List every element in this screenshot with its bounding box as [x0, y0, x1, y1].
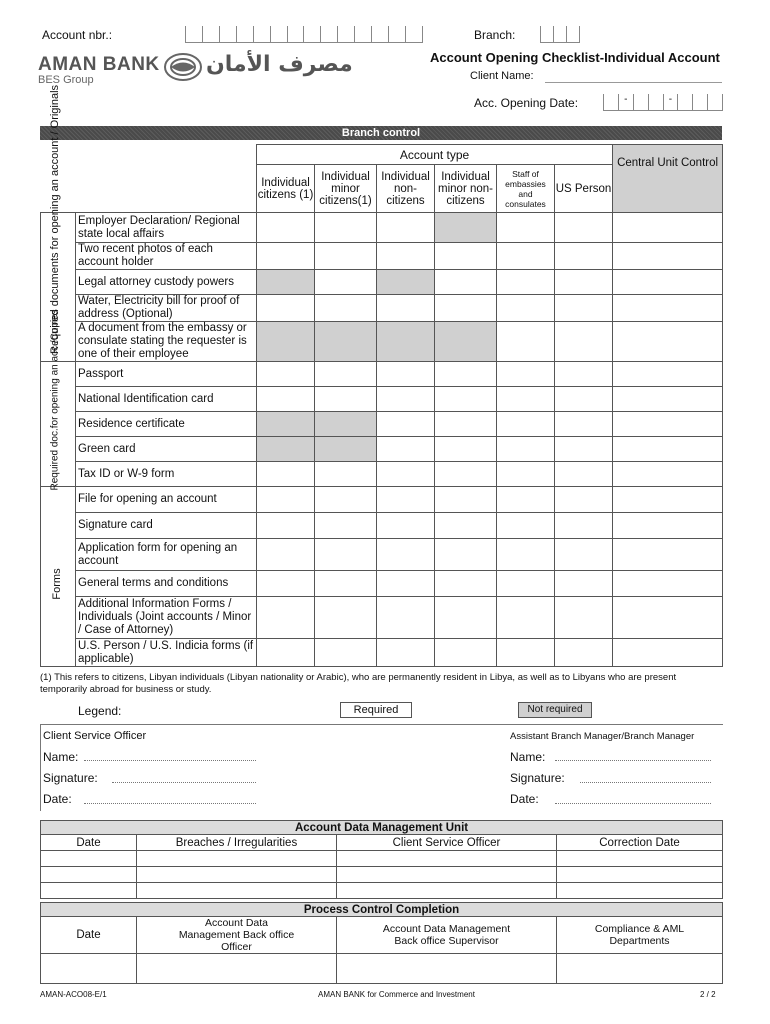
checklist-item-label: General terms and conditions [76, 571, 257, 597]
checklist-cell-not-required [315, 412, 377, 437]
checklist-cell-not-required [315, 322, 377, 362]
checklist-cell[interactable] [315, 295, 377, 322]
checklist-cell[interactable] [497, 437, 555, 462]
checklist-cell[interactable] [555, 213, 613, 243]
checklist-cell[interactable] [377, 571, 435, 597]
checklist-cell[interactable] [257, 243, 315, 270]
checklist-item-label: Residence certificate [76, 412, 257, 437]
checklist-cell-not-required [377, 270, 435, 295]
checklist-cell[interactable] [613, 295, 723, 322]
checklist-cell-not-required [435, 322, 497, 362]
dm-cell[interactable] [137, 883, 337, 899]
dm-col-breaches: Breaches / Irregularities [137, 835, 337, 851]
pc-col-date: Date [41, 917, 137, 954]
checklist-cell[interactable] [377, 243, 435, 270]
checklist-cell[interactable] [377, 412, 435, 437]
checklist-cell[interactable] [435, 412, 497, 437]
dm-col-date: Date [41, 835, 137, 851]
checklist-cell[interactable] [497, 270, 555, 295]
checklist-cell[interactable] [555, 295, 613, 322]
checklist-item-label: Passport [76, 362, 257, 387]
checklist-cell[interactable] [435, 362, 497, 387]
checklist-row [41, 513, 723, 539]
pc-cell[interactable] [337, 954, 557, 984]
branch-control-bar: Branch control [40, 126, 722, 140]
checklist-cell[interactable] [257, 571, 315, 597]
checklist-cell[interactable] [315, 513, 377, 539]
col-non-citizens: Individual non-citizens [377, 165, 435, 213]
footer-company: AMAN BANK for Commerce and Investment [318, 990, 475, 999]
checklist-cell[interactable] [613, 270, 723, 295]
checklist-item-label: Legal attorney custody powers [76, 270, 257, 295]
dm-cell[interactable] [557, 867, 723, 883]
checklist-item-label: Two recent photos of each account holder [76, 243, 257, 270]
checklist-item-label: Employer Declaration/ Regional state local affairs [76, 213, 257, 243]
acc-opening-date-label: Acc. Opening Date: [474, 96, 579, 110]
col-embassy-staff: Staff of embassies and consulates [497, 165, 555, 213]
cso-signature-field[interactable] [112, 782, 256, 783]
checklist-row [41, 295, 723, 322]
dm-cell[interactable] [557, 851, 723, 867]
checklist-cell[interactable] [377, 387, 435, 412]
checklist-cell[interactable] [555, 597, 613, 639]
bank-logo-name: AMAN BANK [38, 54, 160, 75]
dm-cell[interactable] [337, 851, 557, 867]
checklist-row [41, 571, 723, 597]
checklist-item-label: National Identification card [76, 387, 257, 412]
checklist-cell[interactable] [377, 539, 435, 571]
checklist-cell[interactable] [613, 322, 723, 362]
checklist-cell[interactable] [315, 462, 377, 487]
checklist-item-label: Tax ID or W-9 form [76, 462, 257, 487]
checklist-cell-not-required [315, 437, 377, 462]
checklist-cell[interactable] [497, 412, 555, 437]
dm-cell[interactable] [337, 867, 557, 883]
checklist-cell[interactable] [613, 639, 723, 667]
manager-signature-field[interactable] [580, 782, 711, 783]
pc-col-compliance: Compliance & AML Departments [557, 917, 723, 954]
checklist-cell[interactable] [497, 362, 555, 387]
checklist-cell[interactable] [613, 213, 723, 243]
checklist-cell[interactable] [555, 539, 613, 571]
checklist-cell[interactable] [555, 513, 613, 539]
checklist-cell[interactable] [613, 437, 723, 462]
checklist-cell[interactable] [497, 513, 555, 539]
checklist-cell[interactable] [497, 243, 555, 270]
branch-input[interactable] [540, 26, 580, 43]
dm-col-correction: Correction Date [557, 835, 723, 851]
checklist-cell[interactable] [257, 639, 315, 667]
cso-title: Client Service Officer [43, 730, 147, 742]
checklist-cell[interactable] [257, 487, 315, 513]
checklist-cell[interactable] [377, 487, 435, 513]
col-central-unit: Central Unit Control [613, 145, 723, 213]
checklist-cell[interactable] [613, 362, 723, 387]
checklist-cell[interactable] [315, 639, 377, 667]
checklist-cell-not-required [257, 270, 315, 295]
checklist-cell[interactable] [613, 412, 723, 437]
checklist-cell[interactable] [555, 412, 613, 437]
group-label-originals: Required documents for opening an account / Originals [49, 84, 61, 354]
checklist-cell[interactable] [555, 322, 613, 362]
footnote: (1) This refers to citizens, Libyan individuals (Libyan nationality or Arabic), who are permanently resident in Libya, as well as to Libyans who are present temporarily abroad for business or study. [40, 672, 677, 695]
dm-col-cso: Client Service Officer [337, 835, 557, 851]
checklist-cell[interactable] [435, 295, 497, 322]
pc-cell[interactable] [137, 954, 337, 984]
data-mgmt-title: Account Data Management Unit [41, 821, 723, 835]
pc-cell[interactable] [41, 954, 137, 984]
checklist-cell[interactable] [555, 462, 613, 487]
checklist-cell[interactable] [497, 213, 555, 243]
process-control-table [40, 902, 723, 984]
checklist-cell[interactable] [377, 597, 435, 639]
footer-page: 2 / 2 [700, 990, 716, 999]
bank-emblem-icon [163, 52, 203, 82]
checklist-item-label: Signature card [76, 513, 257, 539]
checklist-cell[interactable] [435, 387, 497, 412]
account-nbr-input[interactable] [185, 26, 423, 43]
checklist-cell[interactable] [613, 243, 723, 270]
checklist-cell[interactable] [613, 387, 723, 412]
checklist-cell[interactable] [435, 462, 497, 487]
checklist-cell[interactable] [257, 295, 315, 322]
client-name-label: Client Name: [470, 70, 534, 82]
checklist-cell[interactable] [435, 270, 497, 295]
checklist-cell[interactable] [257, 387, 315, 412]
checklist-cell[interactable] [377, 362, 435, 387]
checklist-row [41, 243, 723, 270]
checklist-cell[interactable] [497, 571, 555, 597]
checklist-cell[interactable] [315, 539, 377, 571]
checklist-cell[interactable] [315, 571, 377, 597]
manager-signature-label: Signature: [510, 771, 565, 785]
checklist-row [41, 270, 723, 295]
group-label-forms: Forms [51, 568, 63, 600]
checklist-cell[interactable] [555, 270, 613, 295]
manager-name-label: Name: [510, 750, 546, 764]
checklist-cell[interactable] [377, 437, 435, 462]
col-minor-non-citizens: Individual minor non-citizens [435, 165, 497, 213]
checklist-row [41, 322, 723, 362]
pc-cell[interactable] [557, 954, 723, 984]
manager-title: Assistant Branch Manager/Branch Manager [510, 731, 695, 742]
checklist-item-label: Water, Electricity bill for proof of address (Optional) [76, 295, 257, 322]
checklist-item-label: Application form for opening an account [76, 539, 257, 571]
checklist-cell[interactable] [377, 639, 435, 667]
dm-cell[interactable] [137, 851, 337, 867]
pc-col-bo-officer: Account Data Management Back office Officer [137, 917, 337, 954]
checklist-cell[interactable] [555, 487, 613, 513]
checklist-cell[interactable] [497, 487, 555, 513]
account-type-header: Account type [257, 145, 613, 165]
checklist-cell[interactable] [613, 539, 723, 571]
checklist-item-label: File for opening an account [76, 487, 257, 513]
checklist-cell[interactable] [497, 539, 555, 571]
checklist-cell[interactable] [257, 462, 315, 487]
checklist-cell[interactable] [315, 213, 377, 243]
account-nbr-label: Account nbr.: [42, 28, 113, 42]
manager-date-field[interactable] [555, 803, 711, 804]
checklist-cell[interactable] [315, 487, 377, 513]
checklist-cell[interactable] [257, 513, 315, 539]
checklist-cell[interactable] [555, 243, 613, 270]
footer-code: AMAN-ACO08-E/1 [40, 990, 107, 999]
checklist-cell[interactable] [613, 513, 723, 539]
bank-arabic-name: مصرف الأمان [206, 52, 353, 77]
checklist-row [41, 412, 723, 437]
legend-not-required: Not required [518, 702, 592, 718]
col-minor-citizens: Individual minor citizens(1) [315, 165, 377, 213]
checklist-row [41, 539, 723, 571]
checklist-item-label: A document from the embassy or consulate stating the requester is one of their employee [76, 322, 257, 362]
manager-date-label: Date: [510, 792, 539, 806]
cso-date-field[interactable] [84, 803, 256, 804]
dm-cell[interactable] [337, 883, 557, 899]
checklist-row [41, 639, 723, 667]
cso-name-label: Name: [43, 750, 79, 764]
checklist-cell[interactable] [497, 295, 555, 322]
checklist-cell[interactable] [435, 571, 497, 597]
manager-name-field[interactable] [555, 760, 711, 761]
checklist-cell-not-required [257, 437, 315, 462]
checklist-cell[interactable] [435, 487, 497, 513]
checklist-cell[interactable] [613, 597, 723, 639]
bank-group: BES Group [38, 74, 94, 86]
checklist-cell[interactable] [315, 597, 377, 639]
checklist-cell[interactable] [257, 539, 315, 571]
checklist-cell[interactable] [315, 362, 377, 387]
checklist-cell[interactable] [497, 387, 555, 412]
checklist-cell[interactable] [435, 639, 497, 667]
checklist-cell[interactable] [497, 462, 555, 487]
acc-opening-date-input[interactable]: - - [603, 94, 723, 111]
data-mgmt-table [40, 820, 723, 899]
checklist-cell-not-required [435, 213, 497, 243]
checklist-item-label: U.S. Person / U.S. Indicia forms (if applicable) [76, 639, 257, 667]
process-control-title: Process Control Completion [41, 903, 723, 917]
checklist-cell[interactable] [613, 462, 723, 487]
checklist-cell[interactable] [435, 437, 497, 462]
legend-label: Legend: [78, 704, 122, 718]
checklist-cell[interactable] [613, 571, 723, 597]
checklist-cell[interactable] [435, 539, 497, 571]
checklist-row [41, 362, 723, 387]
checklist-cell[interactable] [315, 243, 377, 270]
checklist-cell[interactable] [315, 387, 377, 412]
dm-cell[interactable] [41, 851, 137, 867]
checklist-cell[interactable] [257, 213, 315, 243]
checklist-cell[interactable] [315, 270, 377, 295]
checklist-cell[interactable] [555, 362, 613, 387]
checklist-cell[interactable] [497, 322, 555, 362]
dm-cell[interactable] [557, 883, 723, 899]
checklist-cell[interactable] [377, 462, 435, 487]
cso-signature-label: Signature: [43, 771, 98, 785]
checklist-cell[interactable] [377, 513, 435, 539]
checklist-cell[interactable] [257, 362, 315, 387]
form-title: Account Opening Checklist-Individual Account [430, 50, 720, 65]
cso-name-field[interactable] [84, 760, 256, 761]
checklist-row [41, 437, 723, 462]
checklist-row [41, 213, 723, 243]
checklist-cell[interactable] [555, 437, 613, 462]
checklist-cell[interactable] [497, 639, 555, 667]
checklist-cell[interactable] [435, 513, 497, 539]
legend-required: Required [340, 702, 412, 718]
client-name-input[interactable] [545, 82, 722, 83]
checklist-row [41, 487, 723, 513]
col-us-person: US Person [555, 165, 613, 213]
cso-date-label: Date: [43, 792, 72, 806]
checklist-item-label: Additional Information Forms / Individuals (Joint accounts / Minor / Case of Attorney) [76, 597, 257, 639]
group-label-copies: Required doc.for opening an acc./Copies [49, 309, 61, 491]
checklist-cell[interactable] [377, 213, 435, 243]
col-individual-citizens: Individual citizens (1) [257, 165, 315, 213]
branch-label: Branch: [474, 28, 516, 42]
dm-cell[interactable] [41, 883, 137, 899]
checklist-cell-not-required [257, 322, 315, 362]
checklist-row [41, 462, 723, 487]
checklist-item-label: Green card [76, 437, 257, 462]
dm-cell[interactable] [41, 867, 137, 883]
checklist-cell-not-required [377, 322, 435, 362]
checklist-row [41, 597, 723, 639]
checklist-cell[interactable] [555, 571, 613, 597]
checklist-row [41, 387, 723, 412]
checklist-cell-not-required [257, 412, 315, 437]
checklist-cell[interactable] [497, 597, 555, 639]
dm-cell[interactable] [137, 867, 337, 883]
checklist-cell[interactable] [435, 243, 497, 270]
checklist-cell[interactable] [257, 597, 315, 639]
checklist-cell[interactable] [435, 597, 497, 639]
checklist-cell[interactable] [377, 295, 435, 322]
checklist-cell[interactable] [555, 387, 613, 412]
pc-col-bo-supervisor: Account Data Management Back office Supervisor [337, 917, 557, 954]
checklist-cell[interactable] [555, 639, 613, 667]
checklist-cell[interactable] [613, 487, 723, 513]
